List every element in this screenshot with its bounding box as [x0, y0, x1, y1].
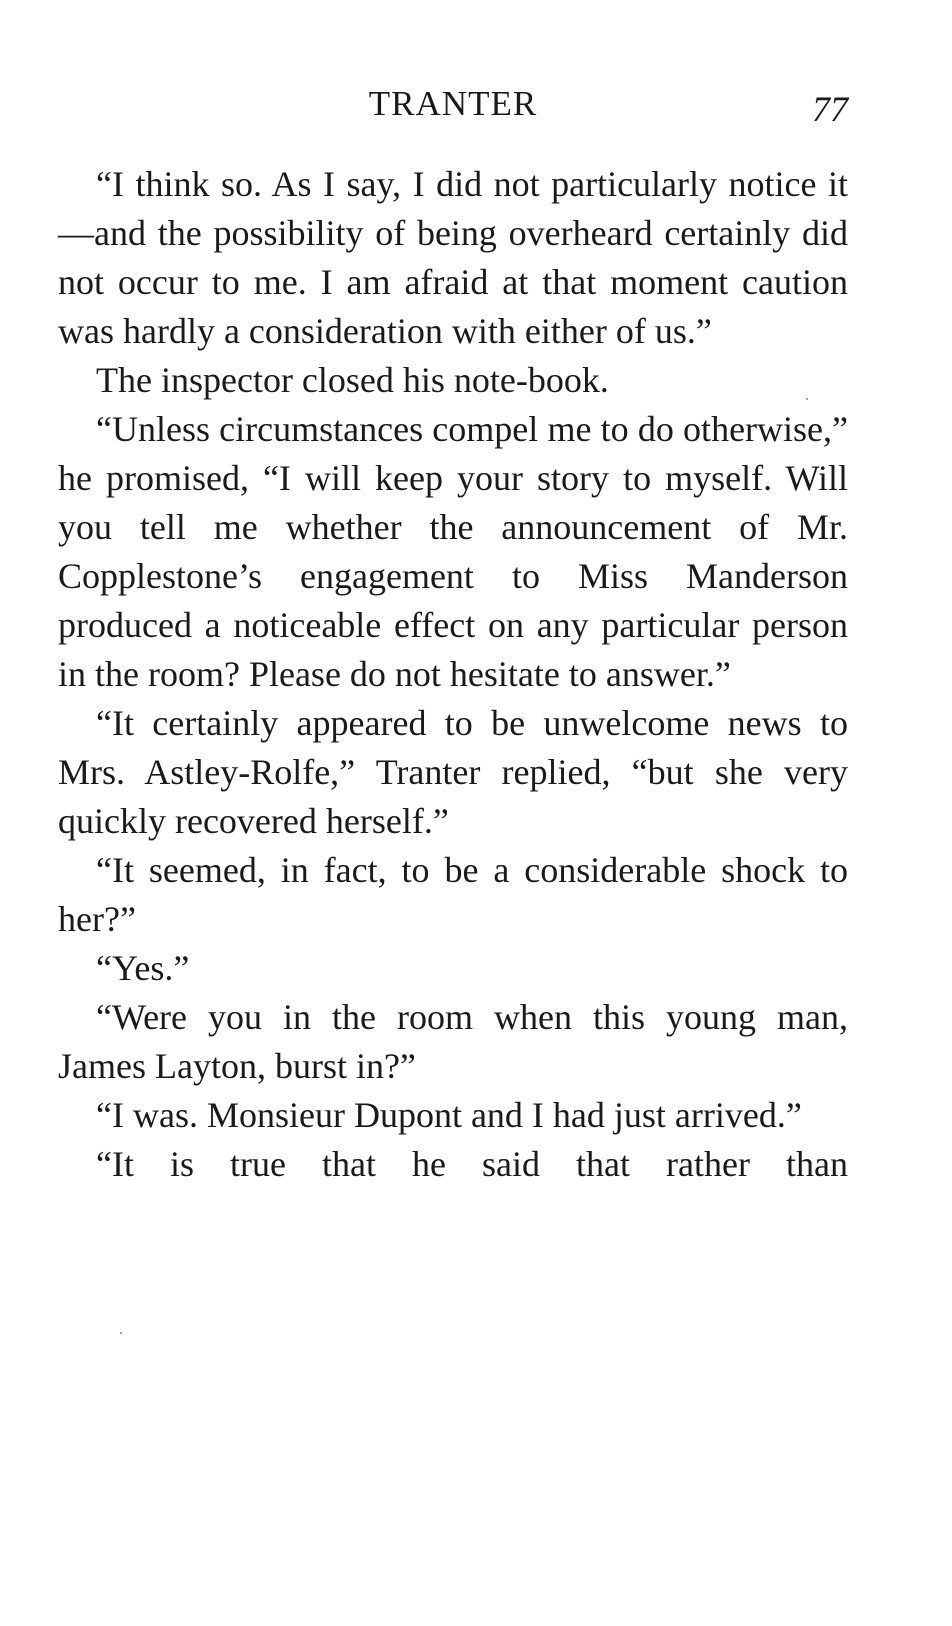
paragraph: “It certainly appeared to be unwelcome news to Mrs. Astley-Rolfe,” Tranter replied, “but she very quickly recovered herself.” [58, 703, 848, 841]
page-number: 77 [812, 89, 848, 129]
print-speck [120, 1332, 122, 1334]
print-speck [806, 398, 808, 400]
paragraph: “It seemed, in fact, to be a considerable shock to her?” [58, 850, 848, 939]
body-text [58, 160, 848, 1189]
paragraph: “Yes.” [96, 948, 190, 988]
paragraph: “It is true that he said that rather than [96, 1144, 848, 1184]
paragraph: “I think so. As I say, I did not particularly notice it—and the possibility of being overheard certainly did not occur to me. I am afraid at that moment caution was hardly a consideration with either of us.” [58, 164, 848, 351]
paragraph: “Were you in the room when this young man, James Layton, burst in?” [58, 997, 848, 1086]
paragraph: The inspector closed his note-book. [96, 360, 609, 400]
paragraph: “I was. Monsieur Dupont and I had just arrived.” [96, 1095, 802, 1135]
paragraph: “Unless circumstances compel me to do otherwise,” he promised, “I will keep your story to myself. Will you tell me whether the announcement of Mr. Copplestone’s engagement to Miss Manderson produced a noticeable effect on any particular person in the room? Please do not hesitate to answer.” [58, 409, 848, 694]
running-head [58, 84, 848, 134]
running-head-title: TRANTER [368, 84, 538, 123]
